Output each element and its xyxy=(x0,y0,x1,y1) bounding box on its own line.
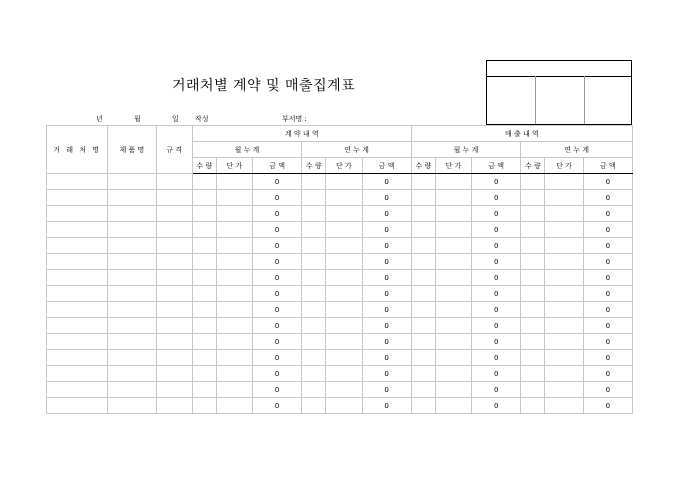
amount-cell[interactable]: 0 xyxy=(583,270,632,286)
table-cell[interactable] xyxy=(435,238,471,254)
table-cell[interactable] xyxy=(545,302,583,318)
table-cell[interactable] xyxy=(216,222,252,238)
table-cell[interactable] xyxy=(216,286,252,302)
table-cell[interactable] xyxy=(521,334,545,350)
table-cell[interactable] xyxy=(545,350,583,366)
table-cell[interactable] xyxy=(156,286,192,302)
table-cell[interactable] xyxy=(192,206,216,222)
table-cell[interactable] xyxy=(435,190,471,206)
amount-cell[interactable]: 0 xyxy=(583,318,632,334)
table-cell[interactable] xyxy=(411,334,435,350)
table-cell[interactable] xyxy=(302,334,326,350)
approval-divider xyxy=(584,76,585,124)
table-cell[interactable] xyxy=(326,238,362,254)
amount-cell[interactable]: 0 xyxy=(583,238,632,254)
table-cell[interactable] xyxy=(545,366,583,382)
header-spec: 규 격 xyxy=(156,126,192,174)
amount-cell[interactable]: 0 xyxy=(472,366,521,382)
header-qty: 수 량 xyxy=(521,158,545,174)
table-cell[interactable] xyxy=(545,190,583,206)
table-cell[interactable] xyxy=(108,190,156,206)
amount-cell[interactable]: 0 xyxy=(583,382,632,398)
amount-cell[interactable]: 0 xyxy=(252,334,301,350)
amount-cell[interactable]: 0 xyxy=(362,382,411,398)
table-cell[interactable] xyxy=(411,318,435,334)
header-client: 거 래 처 명 xyxy=(47,126,108,174)
table-cell[interactable] xyxy=(47,270,108,286)
table-cell[interactable] xyxy=(108,222,156,238)
table-row xyxy=(47,398,633,414)
table-cell[interactable] xyxy=(435,334,471,350)
amount-cell[interactable]: 0 xyxy=(252,398,301,414)
table-row xyxy=(47,318,633,334)
table-cell[interactable] xyxy=(216,398,252,414)
table-cell[interactable] xyxy=(216,334,252,350)
table-row xyxy=(47,174,633,190)
amount-cell[interactable]: 0 xyxy=(252,222,301,238)
meta-written: 작성 xyxy=(195,115,209,123)
table-cell[interactable] xyxy=(521,190,545,206)
table-row xyxy=(47,366,633,382)
table-cell[interactable] xyxy=(216,302,252,318)
table-cell[interactable] xyxy=(302,206,326,222)
table-cell[interactable] xyxy=(216,254,252,270)
table-cell[interactable] xyxy=(192,366,216,382)
amount-cell[interactable]: 0 xyxy=(362,334,411,350)
amount-cell[interactable]: 0 xyxy=(362,366,411,382)
amount-cell[interactable]: 0 xyxy=(362,302,411,318)
table-cell[interactable] xyxy=(192,270,216,286)
table-row xyxy=(47,334,633,350)
amount-cell[interactable]: 0 xyxy=(252,350,301,366)
amount-cell[interactable]: 0 xyxy=(252,286,301,302)
table-cell[interactable] xyxy=(47,190,108,206)
header-unit-price: 단 가 xyxy=(326,158,362,174)
table-cell[interactable] xyxy=(326,382,362,398)
amount-cell[interactable]: 0 xyxy=(252,382,301,398)
summary-table xyxy=(46,125,633,414)
amount-cell[interactable]: 0 xyxy=(472,302,521,318)
table-cell[interactable] xyxy=(47,286,108,302)
table-cell[interactable] xyxy=(411,238,435,254)
table-cell[interactable] xyxy=(545,270,583,286)
table-cell[interactable] xyxy=(545,254,583,270)
table-cell[interactable] xyxy=(156,238,192,254)
table-cell[interactable] xyxy=(192,318,216,334)
table-cell[interactable] xyxy=(108,238,156,254)
table-cell[interactable] xyxy=(108,398,156,414)
amount-cell[interactable]: 0 xyxy=(583,334,632,350)
amount-cell[interactable]: 0 xyxy=(362,318,411,334)
amount-cell[interactable]: 0 xyxy=(583,174,632,190)
amount-cell[interactable]: 0 xyxy=(362,238,411,254)
table-cell[interactable] xyxy=(192,286,216,302)
table-cell[interactable] xyxy=(156,206,192,222)
header-qty: 수 량 xyxy=(411,158,435,174)
amount-cell[interactable]: 0 xyxy=(362,174,411,190)
table-cell[interactable] xyxy=(156,254,192,270)
amount-cell[interactable]: 0 xyxy=(362,206,411,222)
table-cell[interactable] xyxy=(521,366,545,382)
table-row xyxy=(47,286,633,302)
table-cell[interactable] xyxy=(326,398,362,414)
amount-cell[interactable]: 0 xyxy=(472,382,521,398)
table-row xyxy=(47,270,633,286)
table-cell[interactable] xyxy=(326,318,362,334)
amount-cell[interactable]: 0 xyxy=(583,254,632,270)
amount-cell[interactable]: 0 xyxy=(252,302,301,318)
table-cell[interactable] xyxy=(521,382,545,398)
table-cell[interactable] xyxy=(521,222,545,238)
table-cell[interactable] xyxy=(302,398,326,414)
table-cell[interactable] xyxy=(521,206,545,222)
table-cell[interactable] xyxy=(108,350,156,366)
table-cell[interactable] xyxy=(435,222,471,238)
table-cell[interactable] xyxy=(435,350,471,366)
table-cell[interactable] xyxy=(302,174,326,190)
table-cell[interactable] xyxy=(302,190,326,206)
amount-cell[interactable]: 0 xyxy=(472,334,521,350)
table-cell[interactable] xyxy=(47,222,108,238)
header-contract-monthly: 월 누 계 xyxy=(192,142,302,158)
amount-cell[interactable]: 0 xyxy=(252,254,301,270)
approval-divider xyxy=(535,76,536,124)
table-body xyxy=(47,174,633,414)
table-cell[interactable] xyxy=(521,238,545,254)
table-cell[interactable] xyxy=(411,350,435,366)
header-amount: 금 액 xyxy=(362,158,411,174)
table-cell[interactable] xyxy=(411,270,435,286)
table-cell[interactable] xyxy=(326,350,362,366)
table-cell[interactable] xyxy=(47,350,108,366)
table-cell[interactable] xyxy=(192,254,216,270)
table-cell[interactable] xyxy=(216,206,252,222)
amount-cell[interactable]: 0 xyxy=(472,270,521,286)
table-row xyxy=(47,302,633,318)
table-cell[interactable] xyxy=(326,222,362,238)
amount-cell[interactable]: 0 xyxy=(362,190,411,206)
table-cell[interactable] xyxy=(435,174,471,190)
table-row xyxy=(47,206,633,222)
table-row xyxy=(47,222,633,238)
table-cell[interactable] xyxy=(108,206,156,222)
table-cell[interactable] xyxy=(156,190,192,206)
table-cell[interactable] xyxy=(521,286,545,302)
table-cell[interactable] xyxy=(411,222,435,238)
header-sales: 매 출 내 역 xyxy=(411,126,632,142)
table-cell[interactable] xyxy=(411,190,435,206)
table-cell[interactable] xyxy=(411,302,435,318)
table-cell[interactable] xyxy=(435,302,471,318)
table-cell[interactable] xyxy=(326,190,362,206)
table-row xyxy=(47,382,633,398)
table-cell[interactable] xyxy=(545,398,583,414)
table-cell[interactable] xyxy=(156,318,192,334)
table-cell[interactable] xyxy=(108,382,156,398)
table-cell[interactable] xyxy=(156,302,192,318)
amount-cell[interactable]: 0 xyxy=(472,398,521,414)
table-cell[interactable] xyxy=(545,174,583,190)
table-cell[interactable] xyxy=(521,318,545,334)
table-cell[interactable] xyxy=(326,206,362,222)
amount-cell[interactable]: 0 xyxy=(583,222,632,238)
meta-year: 년 xyxy=(96,115,103,123)
amount-cell[interactable]: 0 xyxy=(362,222,411,238)
table-cell[interactable] xyxy=(435,270,471,286)
table-cell[interactable] xyxy=(411,398,435,414)
table-cell[interactable] xyxy=(156,222,192,238)
header-amount: 금 액 xyxy=(583,158,632,174)
table-cell[interactable] xyxy=(545,238,583,254)
header-unit-price: 단 가 xyxy=(545,158,583,174)
amount-cell[interactable]: 0 xyxy=(583,286,632,302)
table-cell[interactable] xyxy=(435,398,471,414)
amount-cell[interactable]: 0 xyxy=(472,174,521,190)
table-cell[interactable] xyxy=(216,190,252,206)
amount-cell[interactable]: 0 xyxy=(252,206,301,222)
amount-cell[interactable]: 0 xyxy=(472,222,521,238)
header-amount: 금 액 xyxy=(252,158,301,174)
amount-cell[interactable]: 0 xyxy=(362,270,411,286)
table-cell[interactable] xyxy=(326,334,362,350)
amount-cell[interactable]: 0 xyxy=(472,206,521,222)
table-cell[interactable] xyxy=(302,238,326,254)
table-cell[interactable] xyxy=(545,318,583,334)
table-cell[interactable] xyxy=(326,286,362,302)
table-cell[interactable] xyxy=(156,270,192,286)
table-cell[interactable] xyxy=(435,318,471,334)
amount-cell[interactable]: 0 xyxy=(472,318,521,334)
amount-cell[interactable]: 0 xyxy=(583,350,632,366)
table-cell[interactable] xyxy=(302,286,326,302)
approval-box xyxy=(486,60,632,125)
table-cell[interactable] xyxy=(47,302,108,318)
amount-cell[interactable]: 0 xyxy=(252,366,301,382)
table-cell[interactable] xyxy=(108,334,156,350)
meta-month: 월 xyxy=(134,115,141,123)
table-cell[interactable] xyxy=(435,382,471,398)
table-cell[interactable] xyxy=(156,174,192,190)
table-cell[interactable] xyxy=(326,366,362,382)
table-row xyxy=(47,190,633,206)
amount-cell[interactable]: 0 xyxy=(252,270,301,286)
amount-cell[interactable]: 0 xyxy=(362,398,411,414)
table-cell[interactable] xyxy=(521,174,545,190)
amount-cell[interactable]: 0 xyxy=(252,190,301,206)
table-cell[interactable] xyxy=(47,238,108,254)
table-cell[interactable] xyxy=(435,206,471,222)
amount-cell[interactable]: 0 xyxy=(472,286,521,302)
table-cell[interactable] xyxy=(216,270,252,286)
table-cell[interactable] xyxy=(108,286,156,302)
table-cell[interactable] xyxy=(47,382,108,398)
table-cell[interactable] xyxy=(216,238,252,254)
table-cell[interactable] xyxy=(521,350,545,366)
header-qty: 수 량 xyxy=(302,158,326,174)
table-cell[interactable] xyxy=(108,366,156,382)
table-cell[interactable] xyxy=(411,382,435,398)
table-cell[interactable] xyxy=(326,254,362,270)
table-cell[interactable] xyxy=(108,302,156,318)
table-cell[interactable] xyxy=(192,382,216,398)
table-cell[interactable] xyxy=(521,302,545,318)
amount-cell[interactable]: 0 xyxy=(583,206,632,222)
amount-cell[interactable]: 0 xyxy=(583,190,632,206)
table-cell[interactable] xyxy=(302,254,326,270)
table-cell[interactable] xyxy=(302,222,326,238)
table-cell[interactable] xyxy=(411,286,435,302)
table-cell[interactable] xyxy=(411,254,435,270)
amount-cell[interactable]: 0 xyxy=(252,318,301,334)
table-cell[interactable] xyxy=(302,350,326,366)
table-cell[interactable] xyxy=(435,286,471,302)
header-qty: 수 량 xyxy=(192,158,216,174)
table-cell[interactable] xyxy=(521,398,545,414)
table-cell[interactable] xyxy=(435,254,471,270)
table-cell[interactable] xyxy=(47,206,108,222)
amount-cell[interactable]: 0 xyxy=(583,302,632,318)
table-cell[interactable] xyxy=(192,350,216,366)
table-cell[interactable] xyxy=(302,302,326,318)
header-unit-price: 단 가 xyxy=(435,158,471,174)
header-sales-monthly: 월 누 계 xyxy=(411,142,521,158)
table-cell[interactable] xyxy=(156,350,192,366)
table-cell[interactable] xyxy=(192,174,216,190)
table-row xyxy=(47,254,633,270)
table-row xyxy=(47,350,633,366)
table-cell[interactable] xyxy=(302,382,326,398)
approval-header-line xyxy=(487,76,631,77)
header-amount: 금 액 xyxy=(472,158,521,174)
amount-cell[interactable]: 0 xyxy=(583,366,632,382)
amount-cell[interactable]: 0 xyxy=(472,350,521,366)
table-cell[interactable] xyxy=(47,174,108,190)
table-cell[interactable] xyxy=(302,318,326,334)
amount-cell[interactable]: 0 xyxy=(583,398,632,414)
amount-cell[interactable]: 0 xyxy=(362,254,411,270)
table-cell[interactable] xyxy=(192,302,216,318)
table-cell[interactable] xyxy=(216,366,252,382)
table-cell[interactable] xyxy=(47,366,108,382)
header-product: 제 품 명 xyxy=(108,126,156,174)
table-cell[interactable] xyxy=(302,270,326,286)
header-unit-price: 단 가 xyxy=(216,158,252,174)
table-cell[interactable] xyxy=(216,350,252,366)
table-cell[interactable] xyxy=(47,318,108,334)
table-cell[interactable] xyxy=(411,174,435,190)
header-contract: 계 약 내 역 xyxy=(192,126,411,142)
table-cell[interactable] xyxy=(545,206,583,222)
amount-cell[interactable]: 0 xyxy=(252,238,301,254)
table-cell[interactable] xyxy=(192,398,216,414)
table-cell[interactable] xyxy=(156,334,192,350)
table-cell[interactable] xyxy=(326,174,362,190)
table-cell[interactable] xyxy=(521,270,545,286)
table-cell[interactable] xyxy=(216,318,252,334)
amount-cell[interactable]: 0 xyxy=(252,174,301,190)
table-cell[interactable] xyxy=(47,334,108,350)
table-cell[interactable] xyxy=(545,382,583,398)
header-sales-yearly: 연 누 계 xyxy=(521,142,633,158)
table-cell[interactable] xyxy=(411,206,435,222)
table-row xyxy=(47,238,633,254)
table-cell[interactable] xyxy=(326,302,362,318)
table-cell[interactable] xyxy=(47,398,108,414)
table-cell[interactable] xyxy=(545,334,583,350)
table-cell[interactable] xyxy=(108,318,156,334)
amount-cell[interactable]: 0 xyxy=(472,254,521,270)
table-cell[interactable] xyxy=(216,382,252,398)
table-cell[interactable] xyxy=(521,254,545,270)
table-cell[interactable] xyxy=(156,382,192,398)
table-cell[interactable] xyxy=(192,190,216,206)
table-cell[interactable] xyxy=(108,174,156,190)
table-cell[interactable] xyxy=(192,334,216,350)
table-cell[interactable] xyxy=(545,286,583,302)
table-cell[interactable] xyxy=(192,222,216,238)
table-cell[interactable] xyxy=(47,254,108,270)
table-cell[interactable] xyxy=(302,366,326,382)
table-cell[interactable] xyxy=(326,270,362,286)
table-cell[interactable] xyxy=(156,398,192,414)
table-cell[interactable] xyxy=(108,270,156,286)
amount-cell[interactable]: 0 xyxy=(362,286,411,302)
meta-department: 부서명 : xyxy=(282,115,307,123)
amount-cell[interactable]: 0 xyxy=(362,350,411,366)
table-cell[interactable] xyxy=(435,366,471,382)
header-contract-yearly: 연 누 계 xyxy=(302,142,412,158)
meta-day: 일 xyxy=(172,115,179,123)
table-cell[interactable] xyxy=(216,174,252,190)
table-cell[interactable] xyxy=(411,366,435,382)
table-cell[interactable] xyxy=(192,238,216,254)
amount-cell[interactable]: 0 xyxy=(472,190,521,206)
table-cell[interactable] xyxy=(108,254,156,270)
table-cell[interactable] xyxy=(545,222,583,238)
page-title: 거래처별 계약 및 매출집계표 xyxy=(172,78,356,94)
table-cell[interactable] xyxy=(156,366,192,382)
amount-cell[interactable]: 0 xyxy=(472,238,521,254)
